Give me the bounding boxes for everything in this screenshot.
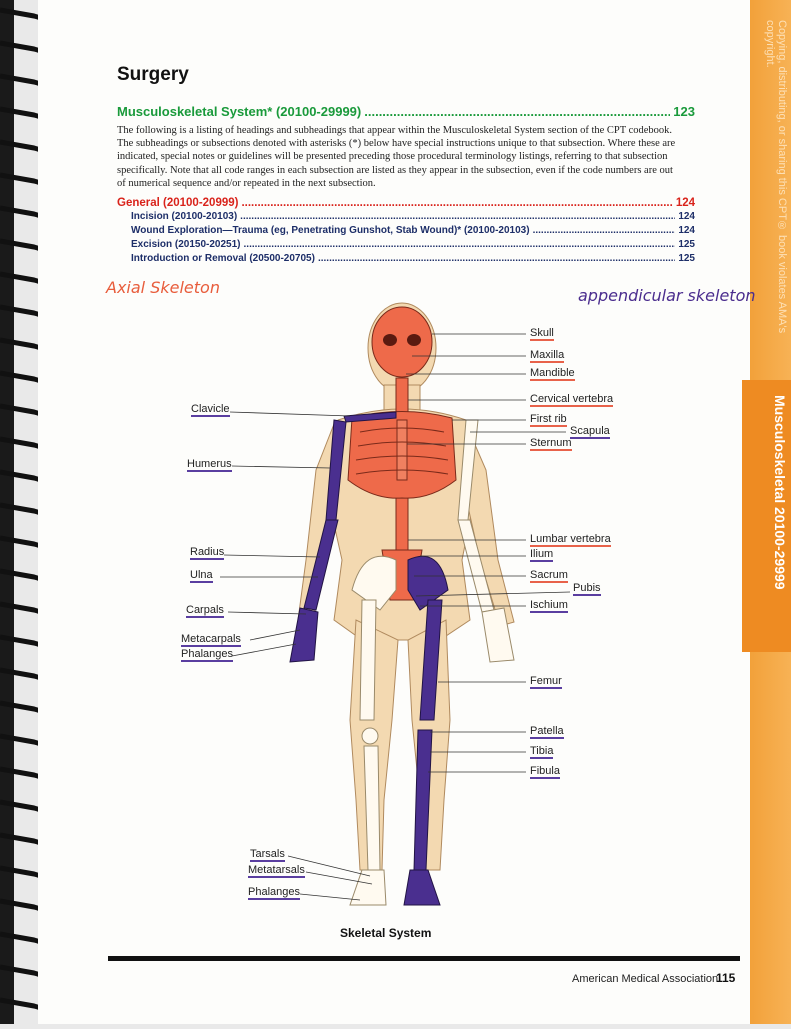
- toc-main-page: 123: [673, 104, 695, 119]
- hand-bones: [290, 608, 318, 662]
- label-patella: Patella: [530, 725, 564, 737]
- label-clavicle: Clavicle: [191, 403, 230, 415]
- toc-sub-label: Introduction or Removal (20500-20705): [131, 253, 315, 264]
- intro-paragraph: The following is a listing of headings and subheadings that appear within the Musculoskeletal System section of the CPT codebook. The subheadings or subsections denoted with asterisks (*) below have special instructions unique to that subsection. Where these are indicated, special notes or guidelines will be presented preceding those procedural terminology listings, referring to that subsection specifically. Note that all code ranges in each subsection are listed as they appear in the subsection, even if the code numbers are out of numerical sequence and/or repeated in the next subsection.: [117, 125, 676, 189]
- toc-sub-label: Incision (20100-20103): [131, 211, 238, 222]
- toc-sub-page: 125: [678, 239, 695, 250]
- label-fibula: Fibula: [530, 765, 560, 777]
- footer-publisher: American Medical Association: [572, 973, 719, 985]
- label-phalanges-foot: Phalanges: [248, 886, 300, 898]
- foot-bones: [404, 870, 440, 905]
- skull-bone: [372, 307, 432, 377]
- label-femur: Femur: [530, 675, 562, 687]
- label-ulna: Ulna: [190, 569, 213, 581]
- page-number: 115: [716, 971, 736, 985]
- label-mandible: Mandible: [530, 367, 575, 379]
- toc-sub-label: Excision (20150-20251): [131, 239, 241, 250]
- label-radius: Radius: [190, 546, 225, 558]
- label-sternum: Sternum: [530, 437, 572, 449]
- label-humerus: Humerus: [187, 458, 232, 470]
- label-cervical-vertebra: Cervical vertebra: [530, 393, 614, 405]
- label-lumbar-vertebra: Lumbar vertebra: [530, 533, 611, 545]
- toc-general-label: General (20100-20999): [117, 197, 239, 209]
- label-phalanges-hand: Phalanges: [181, 648, 233, 660]
- handwritten-axial-label: Axial Skeleton: [106, 278, 220, 297]
- side-tab-note: Copying, distributing, or sharing this CPT® book violates AMA's copyright.: [764, 20, 788, 334]
- label-tibia: Tibia: [530, 745, 554, 757]
- handwritten-appendicular-label: appendicular skeleton: [578, 286, 756, 305]
- label-metacarpals: Metacarpals: [181, 633, 241, 645]
- toc-sub-page: 124: [678, 225, 695, 236]
- toc-sub-page: 124: [678, 211, 695, 222]
- label-pubis: Pubis: [573, 582, 601, 594]
- toc-main-label: Musculoskeletal System* (20100-29999): [117, 104, 362, 119]
- label-maxilla: Maxilla: [530, 349, 565, 361]
- label-metatarsals: Metatarsals: [248, 864, 305, 876]
- side-tab-label: Musculoskeletal 20100-29999: [772, 395, 788, 590]
- label-scapula: Scapula: [570, 425, 610, 437]
- label-carpals: Carpals: [186, 604, 224, 616]
- sternum-bone: [397, 420, 407, 480]
- toc-general-page: 124: [675, 197, 695, 209]
- footer-rule: [108, 956, 740, 961]
- section-title: Surgery: [117, 64, 189, 85]
- toc-sub-page: 125: [678, 253, 695, 264]
- figure-caption: Skeletal System: [340, 926, 432, 940]
- label-ischium: Ischium: [530, 599, 568, 611]
- toc-sub-label: Wound Exploration—Trauma (eg, Penetrating Gunshot, Stab Wound)* (20100-20103): [131, 225, 530, 236]
- label-sacrum: Sacrum: [530, 569, 568, 581]
- label-first-rib: First rib: [530, 413, 567, 425]
- label-tarsals: Tarsals: [250, 848, 285, 860]
- label-ilium: Ilium: [530, 548, 554, 560]
- label-skull: Skull: [530, 327, 554, 339]
